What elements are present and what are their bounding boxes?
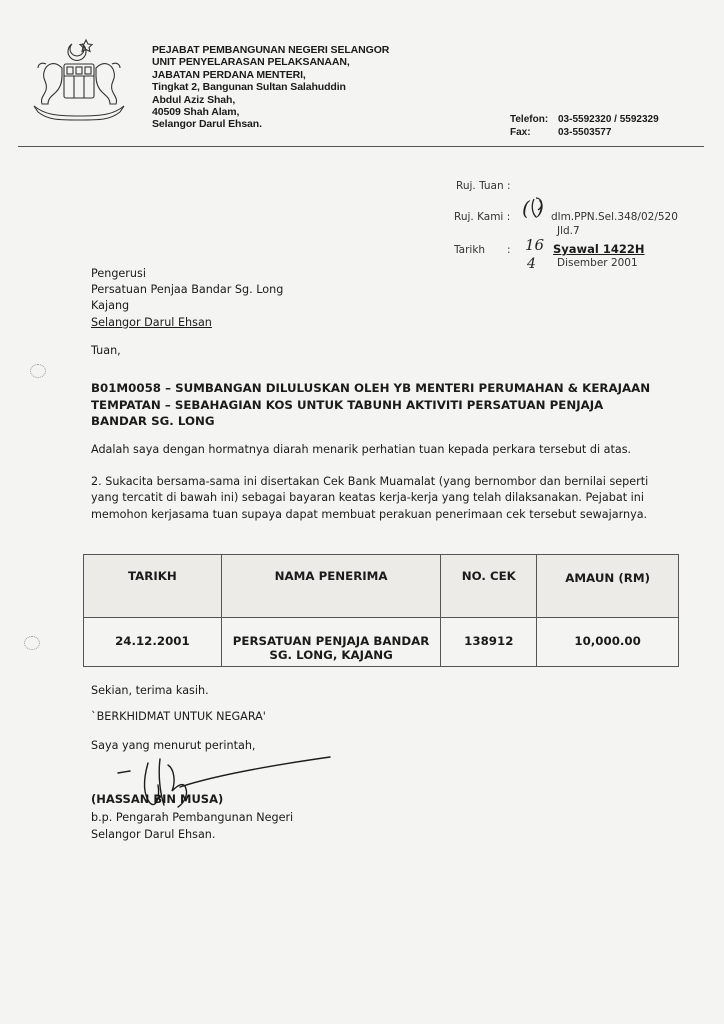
- cell-tarikh: 24.12.2001: [84, 618, 222, 667]
- recipient-line: Pengerusi: [91, 267, 146, 280]
- scan-speck: [24, 636, 40, 650]
- paragraph-1: Adalah saya dengan hormatnya diarah menarik perhatian tuan kepada perkara tersebut di atas.: [91, 443, 632, 456]
- table-row: [84, 618, 679, 667]
- fax-number: 03-5503577: [558, 127, 612, 138]
- cell-nama-penerima: PERSATUAN PENJAJA BANDAR SG. LONG, KAJANG: [221, 618, 441, 667]
- recipient-line: Kajang: [91, 299, 130, 313]
- org-name: PEJABAT PEMBANGUNAN NEGERI SELANGOR: [152, 44, 390, 56]
- ruj-kami-label: Ruj. Kami :: [454, 211, 511, 223]
- handwritten-day-hijri: 16: [525, 236, 545, 254]
- address-line: Abdul Aziz Shah,: [152, 93, 236, 106]
- cell-no-cek: 138912: [441, 618, 537, 667]
- recipient-line: Persatuan Penjaa Bandar Sg. Long: [91, 283, 284, 297]
- handwritten-ref-scribble: [528, 196, 548, 222]
- coat-of-arms-emblem: [24, 34, 134, 126]
- col-header-no-cek: NO. CEK: [441, 555, 537, 618]
- phone-number: 03-5592320 / 5592329: [558, 114, 659, 125]
- address-line: Tingkat 2, Bangunan Sultan Salahuddin: [152, 81, 346, 94]
- letter-subject: B01M0058 – SUMBANGAN DILULUSKAN OLEH YB MENTERI PERUMAHAN & KERAJAAN TEMPATAN – SEBAHAGIAN KOS UNTUK TABUNH AKTIVITI PERSATUAN PENJAJA BANDAR SG. LONG: [91, 381, 651, 428]
- scan-speck: [30, 364, 46, 378]
- signatory-title-line: b.p. Pengarah Pembangunan Negeri: [91, 811, 294, 824]
- signatory-title: [91, 810, 293, 843]
- cheque-table: [83, 554, 679, 667]
- col-header-nama-penerima: NAMA PENERIMA: [221, 555, 441, 618]
- cell-amaun: 10,000.00: [537, 618, 679, 667]
- closing-order: Saya yang menurut perintah,: [91, 739, 256, 752]
- org-department: JABATAN PERDANA MENTERI,: [152, 68, 306, 81]
- closing-block: [91, 683, 266, 754]
- handwritten-day-masihi: 4: [527, 256, 536, 272]
- header-divider: [18, 146, 704, 147]
- address-line: Selangor Darul Ehsan.: [152, 118, 262, 131]
- org-unit: UNIT PENYELARASAN PELAKSANAAN,: [152, 56, 350, 69]
- salutation: Tuan,: [91, 344, 121, 357]
- signatory-title-line: Selangor Darul Ehsan.: [91, 827, 216, 841]
- letterhead-address: [152, 44, 389, 131]
- ruj-kami-value: dlm.PPN.Sel.348/02/520: [551, 211, 678, 223]
- paragraph-2: 2. Sukacita bersama-sama ini disertakan Cek Bank Muamalat (yang bernombor dan bernilai seperti yang tercatit di bawah ini) sebagai bayaran keatas kerja-kerja yang telah dilaksanakan. Pejabat ini memohon kerjasama tuan supaya dapat membuat perakuan penerimaan cek tersebut sewajarnya.: [91, 475, 649, 521]
- col-header-tarikh: TARIKH: [84, 555, 222, 618]
- address-line: 40509 Shah Alam,: [152, 106, 240, 119]
- fax-label: Fax:: [510, 127, 531, 138]
- table-header-row: [84, 555, 679, 618]
- contact-info: [510, 113, 659, 139]
- tarikh-colon: :: [507, 244, 511, 256]
- recipient-line: Selangor Darul Ehsan: [91, 315, 212, 329]
- handwritten-ref-mark: ( ): [522, 196, 544, 220]
- tarikh-hijri: Syawal 1422H: [553, 242, 645, 256]
- ruj-tuan-label: Ruj. Tuan :: [456, 180, 511, 192]
- tarikh-label: Tarikh: [454, 244, 486, 256]
- recipient-address: [91, 266, 283, 331]
- phone-label: Telefon:: [510, 114, 549, 125]
- closing-thanks: Sekian, terima kasih.: [91, 684, 209, 697]
- closing-motto: `BERKHIDMAT UNTUK NEGARA': [91, 710, 266, 723]
- tarikh-masihi: Disember 2001: [557, 257, 638, 269]
- signatory-name: (HASSAN BIN MUSA): [91, 792, 224, 806]
- col-header-amaun: AMAUN (RM): [537, 555, 679, 618]
- ruj-kami-volume: Jld.7: [557, 225, 580, 237]
